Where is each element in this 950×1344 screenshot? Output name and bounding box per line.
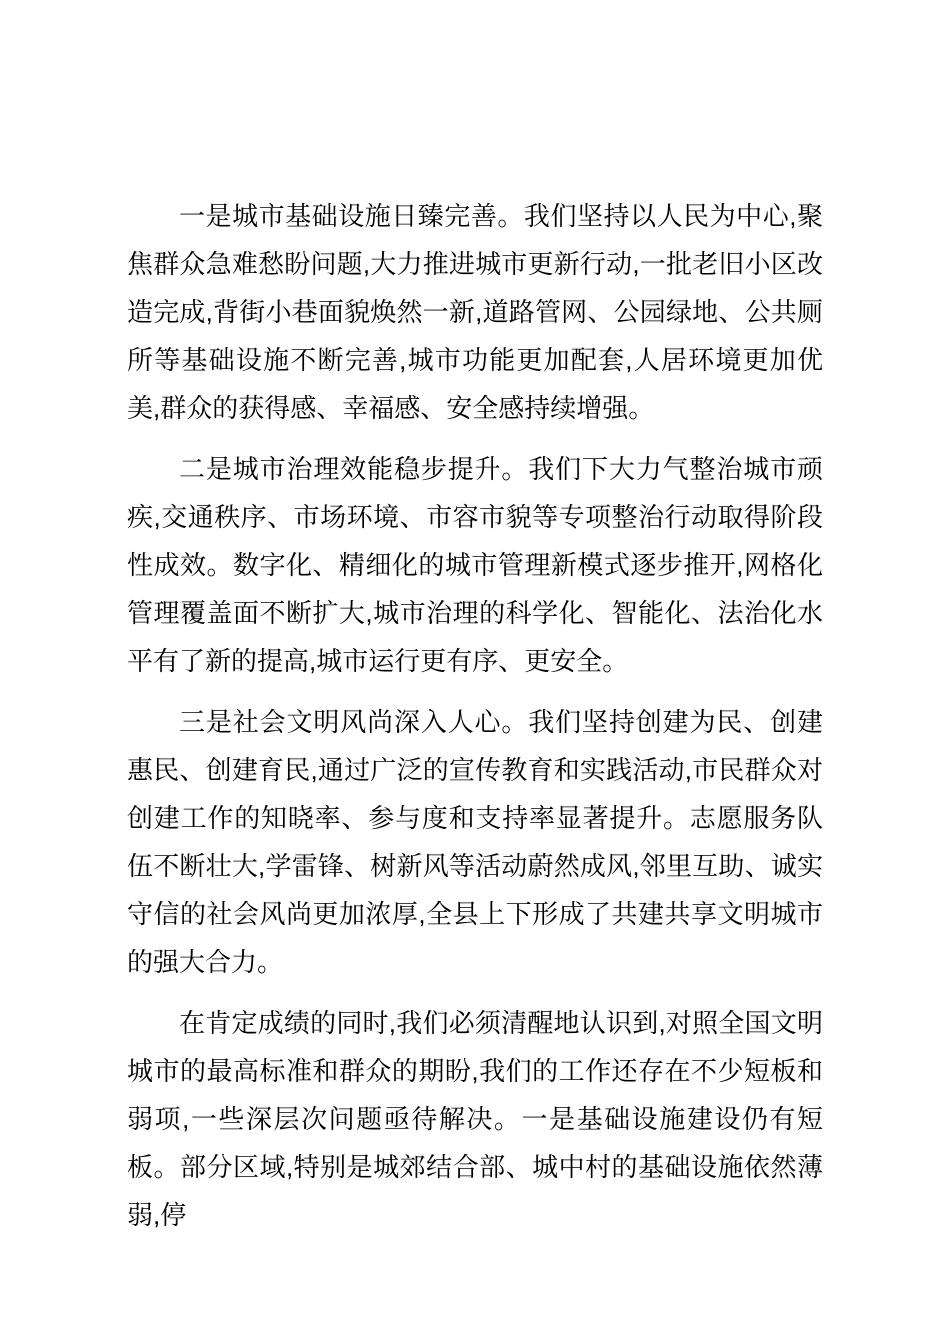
paragraph-achievement-3: 三是社会文明风尚深入人心。我们坚持创建为民、创建惠民、创建育民,通过广泛的宣传教育和实践活动,市民群众对创建工作的知晓率、参与度和支持率显著提升。志愿服务队伍不断壮大,学雷锋、树新风等活动蔚然成风,邻里互助、诚实守信的社会风尚更加浓厚,全县上下形成了共建共享文明城市的强大合力。 <box>127 707 823 977</box>
paragraph-achievement-1: 一是城市基础设施日臻完善。我们坚持以人民为中心,聚焦群众急难愁盼问题,大力推进城市更新行动,一批老旧小区改造完成,背街小巷面貌焕然一新,道路管网、公园绿地、公共厕所等基础设施不断完善,城市功能更加配套,人居环境更加优美,群众的获得感、幸福感、安全感持续增强。 <box>127 201 823 423</box>
paragraph-achievement-2: 二是城市治理效能稳步提升。我们下大力气整治城市顽疾,交通秩序、市场环境、市容市貌等专项整治行动取得阶段性成效。数字化、精细化的城市管理新模式逐步推开,网格化管理覆盖面不断扩大,城市治理的科学化、智能化、法治化水平有了新的提高,城市运行更有序、更安全。 <box>127 454 823 676</box>
paragraph-problems-intro: 在肯定成绩的同时,我们必须清醒地认识到,对照全国文明城市的最高标准和群众的期盼,我们的工作还存在不少短板和弱项,一些深层次问题亟待解决。一是基础设施建设仍有短板。部分区域,特别是城郊结合部、城中村的基础设施依然薄弱,停 <box>127 1008 823 1230</box>
document-body <box>127 192 823 1239</box>
